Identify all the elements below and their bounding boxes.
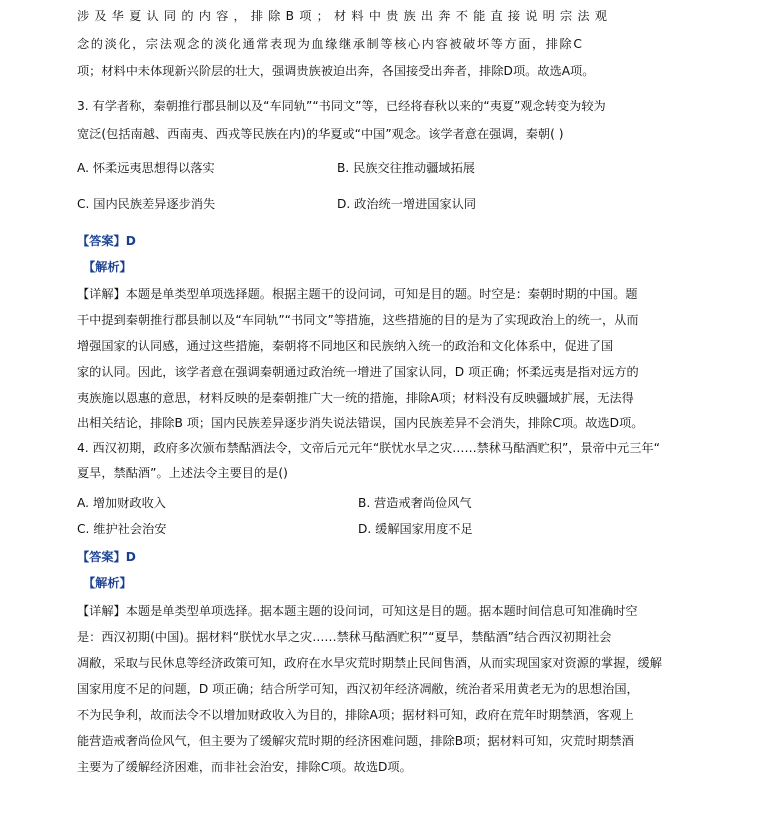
q3-option-b: B. 民族交往推动疆域拓展 [337, 161, 475, 175]
q4-option-c: C. 维护社会治安 [77, 522, 167, 536]
intro-line-1: 涉及华夏认同的内容，排除B项；材料中贵族出奔不能直接说明宗法观 [77, 9, 613, 23]
q3-stem-line-1: 3. 有学者称，秦朝推行郡县制以及“车同轨”“书同文”等，已经将春秋以来的“夷夏”观念转变为较为 [77, 99, 606, 113]
q4-option-b: B. 营造戒奢尚俭风气 [358, 496, 472, 510]
q3-answer: 【答案】D [77, 234, 136, 248]
q4-analysis-label: 【解析】 [83, 576, 132, 590]
q4-analysis-line-2: 是：西汉初期(中国)。据材料“朕忧水旱之灾……禁秫马酤酒贮积”“夏旱，禁酤酒”结合西汉初期社会 [77, 630, 612, 644]
q3-analysis-label: 【解析】 [83, 260, 132, 274]
q4-stem-line-1: 4. 西汉初期，政府多次颁布禁酤酒法令，文帝后元元年“朕忧水旱之灾……禁秫马酤酒贮积”，景帝中元三年“ [77, 441, 660, 455]
q4-analysis-line-1: 【详解】本题是单类型单项选择。据本题主题的设问词，可知这是目的题。据本题时间信息可知准确时空 [77, 604, 638, 618]
q4-stem-line-2: 夏旱，禁酤酒”。上述法令主要目的是() [77, 466, 288, 480]
intro-line-2: 念的淡化，宗法观念的淡化通常表现为血缘继承制等核心内容被破坏等方面，排除C [77, 37, 584, 51]
q3-analysis-line-2: 干中提到秦朝推行郡县制以及“车同轨”“书同文”等措施，这些措施的目的是为了实现政治上的统一，从而 [77, 313, 639, 327]
q3-analysis-line-5: 夷族施以恩惠的意思，材料反映的是秦朝推广大一统的措施，排除A项；材料没有反映疆域扩展，无法得 [77, 391, 634, 405]
q3-option-d: D. 政治统一增进国家认同 [337, 197, 477, 211]
q4-option-a: A. 增加财政收入 [77, 496, 166, 510]
q4-analysis-line-4: 国家用度不足的问题，D 项正确；结合所学可知，西汉初年经济凋敝，统治者采用黄老无为的思想治国， [77, 682, 639, 696]
q3-analysis-line-1: 【详解】本题是单类型单项选择题。根据主题干的设问词，可知是目的题。时空是：秦朝时期的中国。题 [77, 287, 638, 301]
q3-stem-line-2: 宽泛(包括南越、西南夷、西戎等民族在内)的华夏或“中国”观念。该学者意在强调，秦朝( ) [77, 127, 564, 141]
q3-option-c: C. 国内民族差异逐步消失 [77, 197, 216, 211]
q4-option-d: D. 缓解国家用度不足 [358, 522, 473, 536]
q3-analysis-line-6: 出相关结论，排除B 项；国内民族差异逐步消失说法错误，国内民族差异不会消失，排除C项。故选D项。 [77, 416, 644, 430]
intro-line-3: 项；材料中未体现新兴阶层的壮大，强调贵族被迫出奔，各国接受出奔者，排除D项。故选A项。 [77, 64, 595, 78]
q3-analysis-line-3: 增强国家的认同感，通过这些措施，秦朝将不同地区和民族纳入统一的政治和文化体系中，促进了国 [77, 339, 614, 353]
q3-option-a: A. 怀柔远夷思想得以落实 [77, 161, 215, 175]
q4-answer: 【答案】D [77, 550, 136, 564]
q4-analysis-line-6: 能营造戒奢尚俭风气，但主要为了缓解灾荒时期的经济困难问题，排除B项；据材料可知，灾荒时期禁酒 [77, 734, 634, 748]
q4-analysis-line-3: 凋敝，采取与民休息等经济政策可知，政府在水旱灾荒时期禁止民间售酒，从而实现国家对资源的掌握，缓解 [77, 656, 662, 670]
q3-analysis-line-4: 家的认同。因此，该学者意在强调秦朝通过政治统一增进了国家认同，D 项正确；怀柔远夷是指对远方的 [77, 365, 639, 379]
q4-analysis-line-7: 主要为了缓解经济困难，而非社会治安，排除C项。故选D项。 [77, 760, 412, 774]
q4-analysis-line-5: 不为民争利，故而法令不以增加财政收入为目的，排除A项；据材料可知，政府在荒年时期禁酒，客观上 [77, 708, 634, 722]
